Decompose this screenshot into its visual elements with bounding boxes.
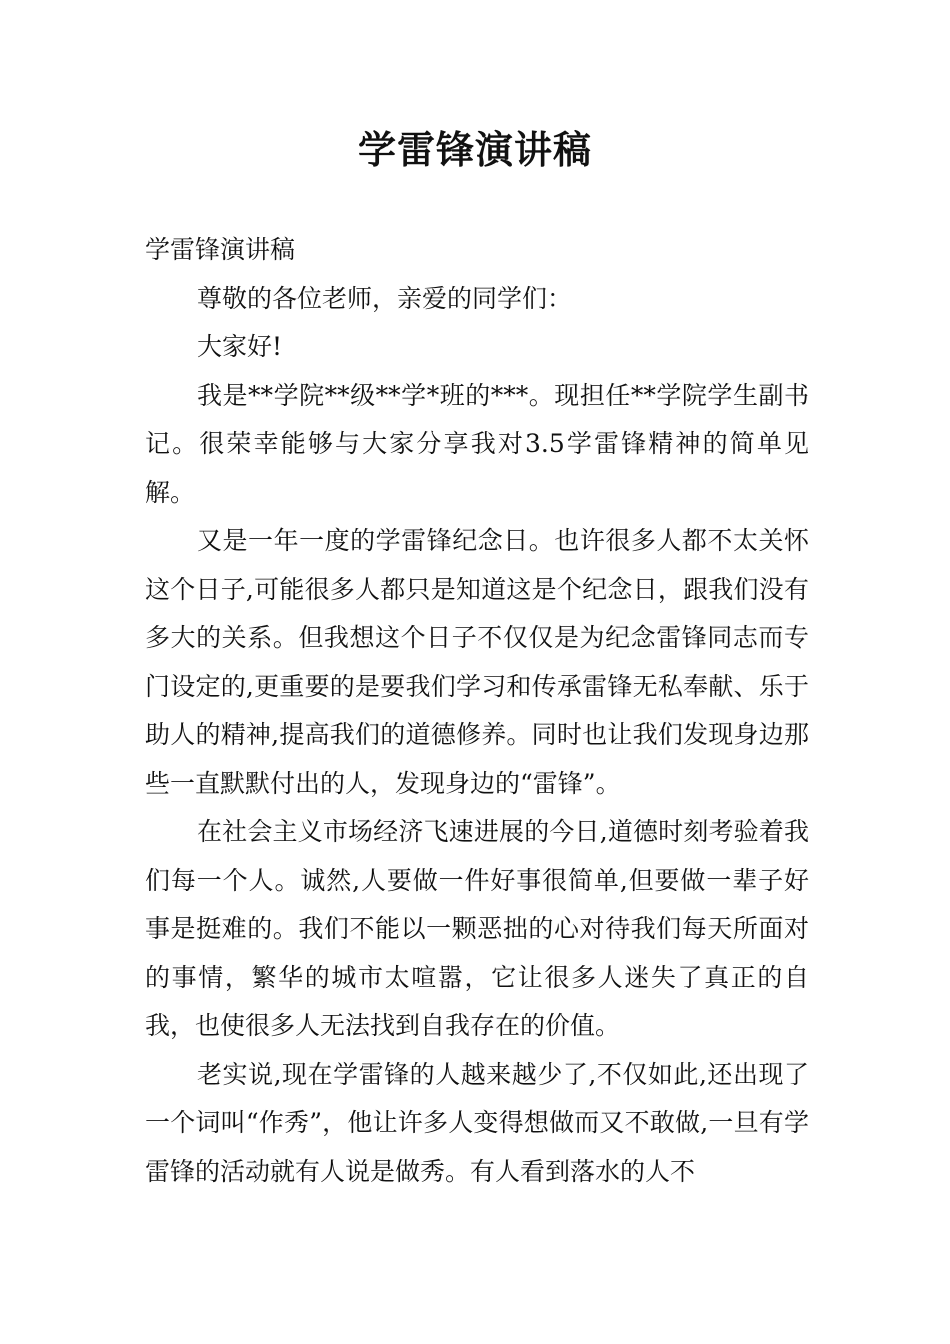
- paragraph-introduction: 我是**学院**级**学*班的***。现担任**学院学生副书记。很荣幸能够与大家分享我对3.5学雷锋精神的简单见解。: [145, 380, 809, 507]
- document-subtitle: 学雷锋演讲稿: [145, 235, 296, 264]
- paragraph-moral-test: 在社会主义市场经济飞速进展的今日,道德时刻考验着我们每一个人。诚然,人要做一件好事很简单,但要做一辈子好事是挺难的。我们不能以一颗恶拙的心对待我们每天所面对的事情，繁华的城市太喧嚣，它让很多人迷失了真正的自我，也使很多人无法找到自我存在的价值。: [145, 817, 809, 1040]
- document-body: [145, 226, 809, 1196]
- paragraph-showing-off: 老实说,现在学雷锋的人越来越少了,不仅如此,还出现了一个词叫“作秀”，他让许多人变得想做而又不敢做,一旦有学雷锋的活动就有人说是做秀。有人看到落水的人不: [145, 1059, 809, 1186]
- paragraph-greeting: 尊敬的各位老师，亲爱的同学们：: [197, 283, 573, 313]
- paragraph-commemoration-day: 又是一年一度的学雷锋纪念日。也许很多人都不太关怀这个日子,可能很多人都只是知道这是个纪念日，跟我们没有多大的关系。但我想这个日子不仅仅是为纪念雷锋同志而专门设定的,更重要的是要我们学习和传承雷锋无私奉献、乐于助人的精神,提高我们的道德修养。同时也让我们发现身边那些一直默默付出的人，发现身边的“雷锋”。: [145, 526, 809, 798]
- document-title: 学雷锋演讲稿: [357, 128, 592, 172]
- paragraph-hello: 大家好!: [197, 332, 283, 361]
